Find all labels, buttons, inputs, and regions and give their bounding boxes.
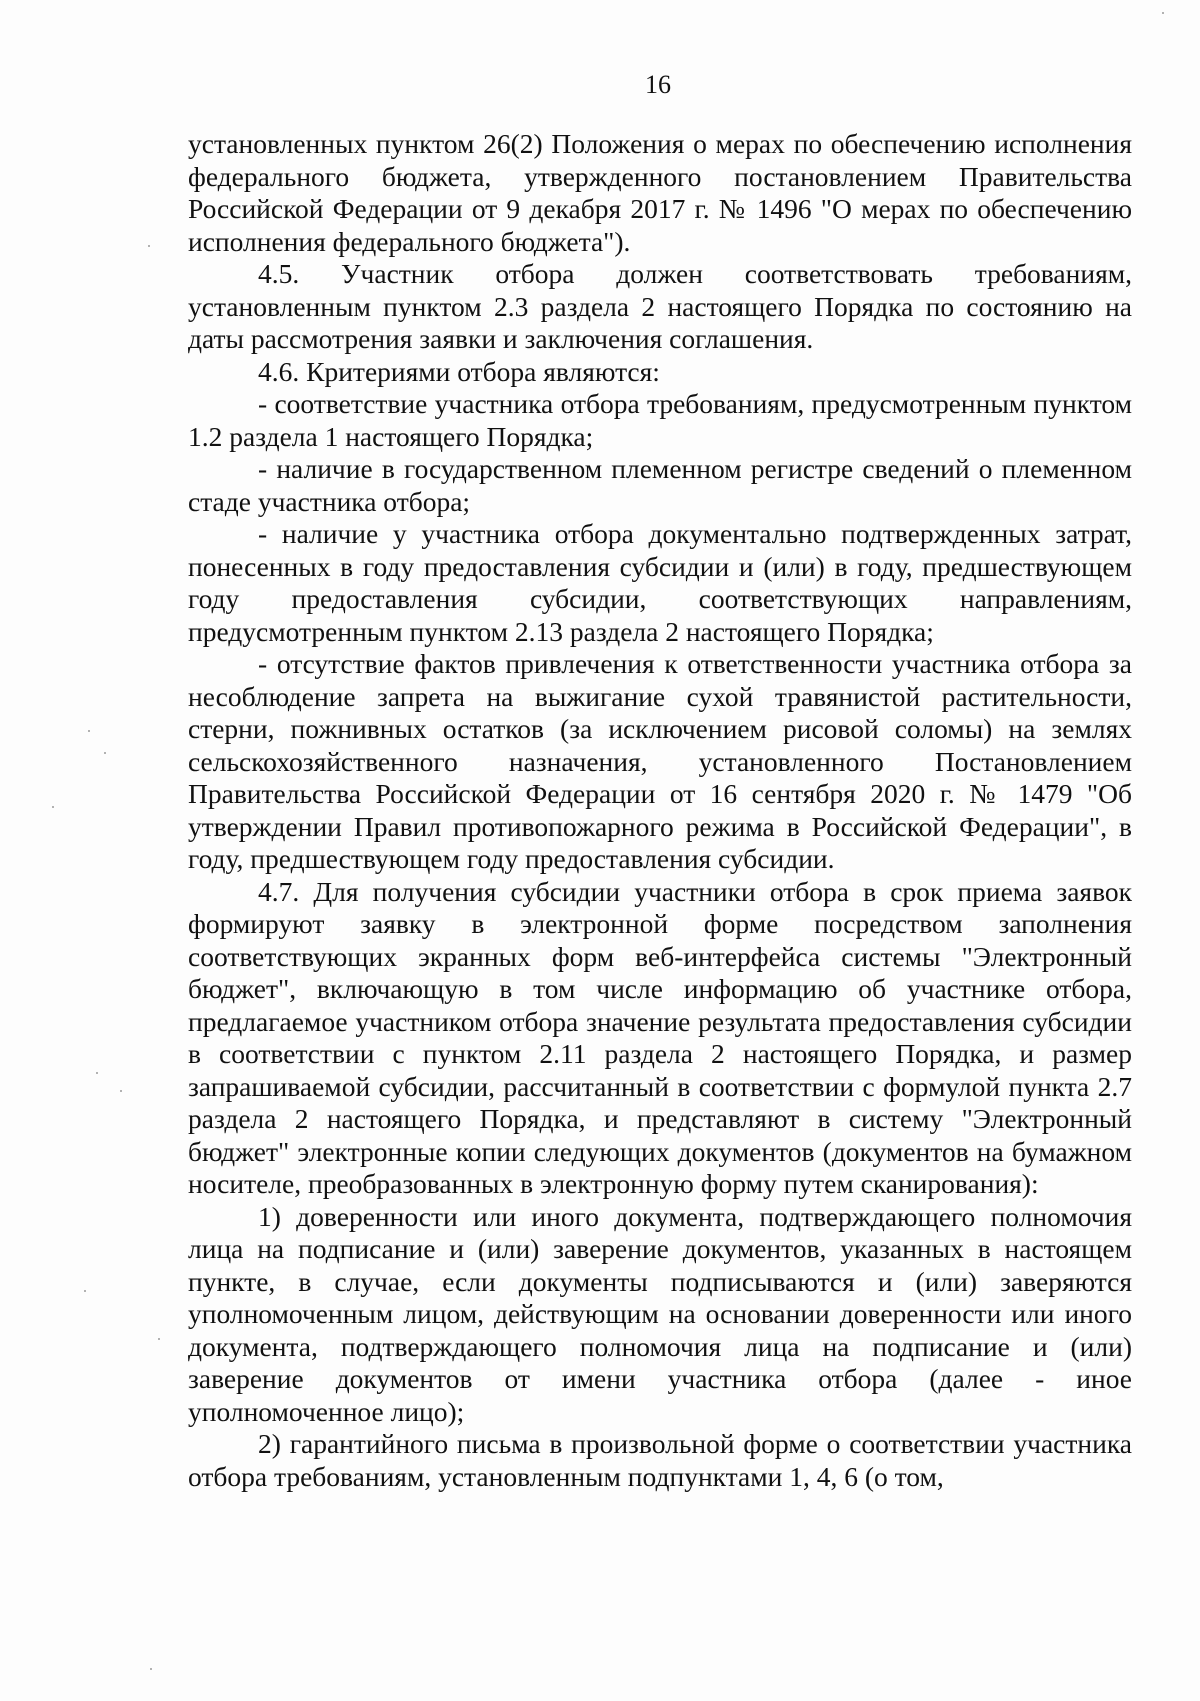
document-list-item: 2) гарантийного письма в произвольной форме о соответствии участника отбора требованиям, установленным подпунктами 1, 4, 6 (о том, xyxy=(188,1428,1132,1492)
scan-speck xyxy=(88,730,90,732)
page-number: 16 xyxy=(645,70,671,99)
criteria-item: - наличие у участника отбора документально подтвержденных затрат, понесенных в году предоставления субсидии и (или) в году, предшествующем году предоставления субсидии, соответствующих направлениям, предусмотренным пунктом 2.13 раздела 2 настоящего Порядка; xyxy=(188,518,1132,647)
scan-speck xyxy=(96,1072,98,1074)
criteria-item: - отсутствие фактов привлечения к ответственности участника отбора за несоблюдение запрета на выжигание сухой травянистой растительности, стерни, пожнивных остатков (за исключением рисовой соломы) на землях сельскохозяйственного назначения, установленного Постановлением Правительства Российской Федерации от 16 сентября 2020 г. № 1479 "Об утверждении Правил противопожарного режима в Российской Федерации", в году, предшествующем году предоставления субсидии. xyxy=(188,648,1132,874)
document-list-item: 1) доверенности или иного документа, подтверждающего полномочия лица на подписание и (или) заверение документов, указанных в настоящем пункте, в случае, если документы подписываются и (или) заверяются уполномоченным лицом, действующим на основании доверенности или иного документа, подтверждающего полномочия лица на подписание и (или) заверение документов от имени участника отбора (далее - иное уполномоченное лицо); xyxy=(188,1200,1132,1427)
scan-speck xyxy=(150,1668,152,1670)
paragraph-4-6: 4.6. Критериями отбора являются: xyxy=(258,355,660,387)
document-body xyxy=(188,128,1132,1493)
paragraph-4-7: 4.7. Для получения субсидии участники отбора в срок приема заявок формируют заявку в электронной форме посредством заполнения соответствующих экранных форм веб-интерфейса системы "Электронный бюджет", включающую в том числе информацию об участнике отбора, предлагаемое участником отбора значение результата предоставления субсидии в соответствии с пунктом 2.11 раздела 2 настоящего Порядка, и размер запрашиваемой субсидии, рассчитанный в соответствии с формулой пункта 2.7 раздела 2 настоящего Порядка, и представляют в систему "Электронный бюджет" электронные копии следующих документов (документов на бумажном носителе, преобразованных в электронную форму путем сканирования): xyxy=(188,875,1132,1199)
scan-speck xyxy=(148,245,150,247)
criteria-item: - наличие в государственном племенном регистре сведений о племенном стаде участника отбора; xyxy=(188,453,1132,517)
scan-speck xyxy=(104,752,106,754)
paragraph-continuation: установленных пунктом 26(2) Положения о мерах по обеспечению исполнения федерального бюджета, утвержденного постановлением Правительства Российской Федерации от 9 декабря 2017 г. № 1496 "О мерах по обеспечению исполнения федерального бюджета"). xyxy=(188,128,1132,257)
scan-speck xyxy=(120,1090,122,1092)
scan-speck xyxy=(52,806,54,808)
scan-speck xyxy=(158,1338,160,1340)
scan-speck xyxy=(1162,12,1164,14)
paragraph-4-5: 4.5. Участник отбора должен соответствовать требованиям, установленным пунктом 2.3 раздела 2 настоящего Порядка по состоянию на даты рассмотрения заявки и заключения соглашения. xyxy=(188,258,1132,354)
criteria-item: - соответствие участника отбора требованиям, предусмотренным пунктом 1.2 раздела 1 настоящего Порядка; xyxy=(188,388,1132,452)
scan-speck xyxy=(84,1290,86,1292)
